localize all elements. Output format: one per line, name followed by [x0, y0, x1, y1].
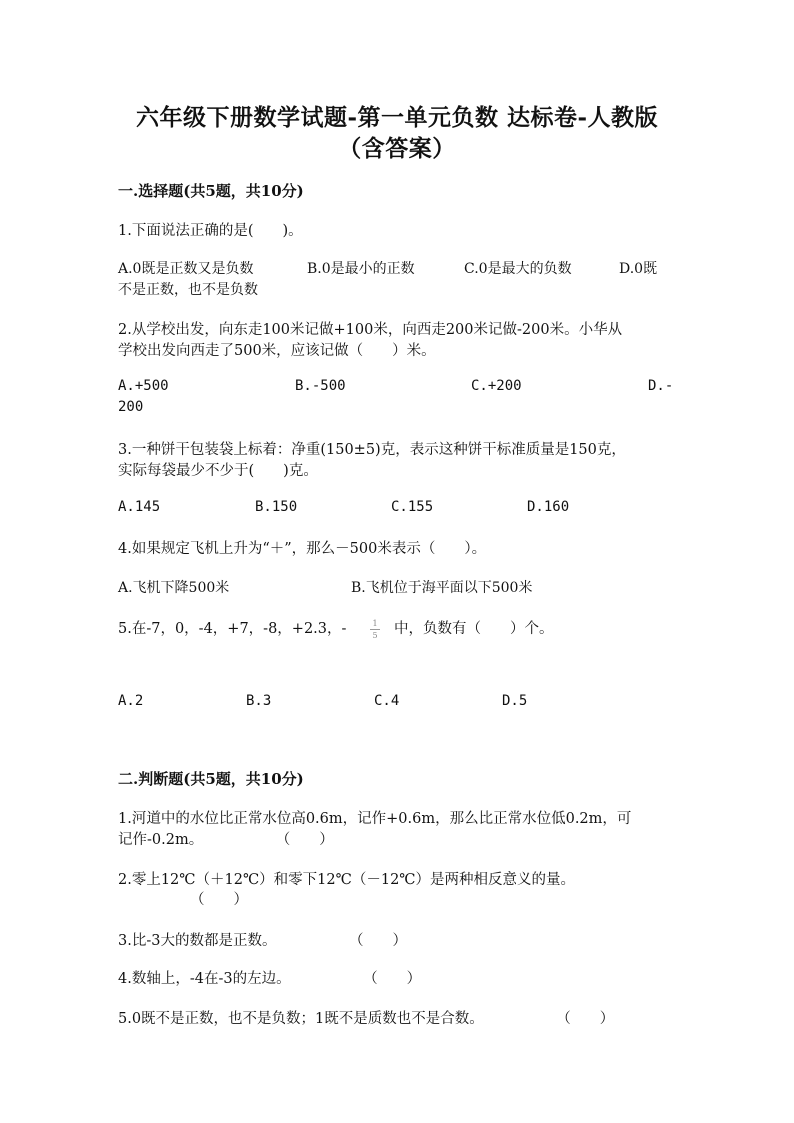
page-subtitle: （含答案） — [338, 135, 456, 162]
q3-option-d: D.160 — [527, 499, 570, 515]
section-heading-choice: 一.选择题(共5题，共10分) — [118, 182, 304, 200]
q5-option-b: B.3 — [246, 693, 272, 709]
q1-option-d-continued: 不是正数，也不是负数 — [118, 282, 258, 298]
q5-option-c: C.4 — [374, 693, 400, 709]
judge-1-line1: 1.河道中的水位比正常水位高0.6m，记作+0.6m，那么比正常水位低0.2m，可 — [118, 811, 632, 827]
q1-option-a: A.0既是正数又是负数 — [118, 261, 254, 277]
question-1-stem: 1.下面说法正确的是( )。 — [118, 223, 303, 239]
q1-option-b: B.0是最小的正数 — [307, 261, 415, 277]
question-3-stem-line1: 3.一种饼干包装袋上标着：净重(150±5)克，表示这种饼干标准质量是150克， — [118, 442, 626, 458]
fraction-one-fifth — [369, 619, 381, 640]
question-5-stem-pre: 5.在-7，0，-4，+7，-8，+2.3，- — [118, 621, 347, 637]
fraction-denominator: 5 — [372, 631, 378, 640]
judge-2-line1: 2.零上12℃（＋12℃）和零下12℃（－12℃）是两种相反意义的量。 — [118, 872, 576, 888]
question-2-stem-line2: 学校出发向西走了500米，应该记做（ ）米。 — [118, 343, 436, 359]
q1-option-c: C.0是最大的负数 — [464, 261, 572, 277]
q2-option-d-continued: 200 — [118, 399, 144, 415]
judge-1-line2: 记作-0.2m。 （ ） — [118, 832, 334, 848]
q3-option-a: A.145 — [118, 499, 161, 515]
judge-5: 5.0既不是正数，也不是负数；1既不是质数也不是合数。 （ ） — [118, 1011, 615, 1027]
question-4-stem: 4.如果规定飞机上升为“＋”，那么－500米表示（ ）。 — [118, 541, 487, 557]
q5-option-a: A.2 — [118, 693, 144, 709]
q2-option-b: B.-500 — [295, 378, 346, 394]
q1-option-d: D.0既 — [619, 261, 658, 277]
fraction-numerator: 1 — [372, 619, 378, 628]
question-3-stem-line2: 实际每袋最少不少于( )克。 — [118, 463, 318, 479]
q3-option-c: C.155 — [391, 499, 434, 515]
q5-option-d: D.5 — [502, 693, 528, 709]
q3-option-b: B.150 — [255, 499, 298, 515]
q4-option-b: B.飞机位于海平面以下500米 — [351, 580, 533, 596]
section-heading-true-false: 二.判断题(共5题，共10分) — [118, 770, 304, 788]
question-2-stem-line1: 2.从学校出发，向东走100米记做+100米，向西走200米记做-200米。小华从 — [118, 322, 623, 338]
judge-3: 3.比-3大的数都是正数。 （ ） — [118, 933, 407, 949]
q2-option-a: A.+500 — [118, 378, 169, 394]
fraction-bar — [370, 629, 380, 630]
q2-option-d: D.- — [648, 378, 674, 394]
page-title: 六年级下册数学试题-第一单元负数 达标卷-人教版 — [135, 104, 659, 131]
judge-4: 4.数轴上，-4在-3的左边。 （ ） — [118, 971, 422, 987]
q2-option-c: C.+200 — [471, 378, 522, 394]
q4-option-a: A.飞机下降500米 — [118, 580, 230, 596]
judge-2-answer-brackets: （ ） — [190, 892, 248, 908]
question-5-stem-post: 中，负数有（ ）个。 — [394, 621, 554, 637]
